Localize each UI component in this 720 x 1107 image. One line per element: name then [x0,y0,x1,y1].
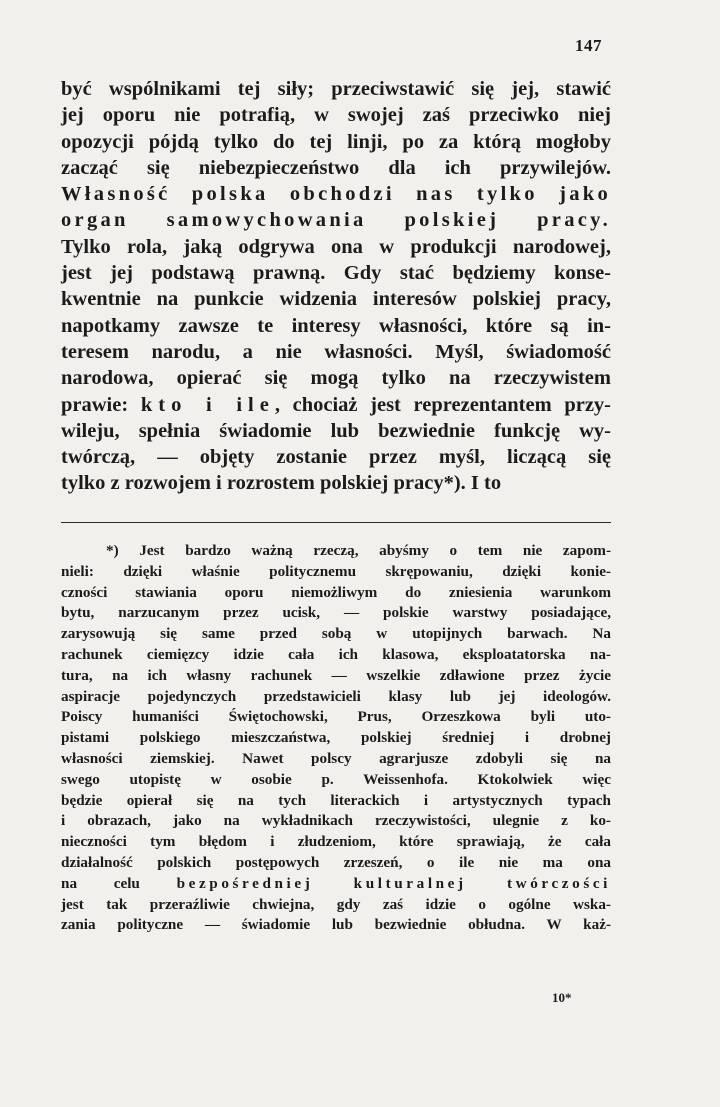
footnote-line-spaced [61,874,611,895]
spaced-text-line: organ samowychowania polskiej pracy. [61,209,611,232]
text-line: jej oporu nie potrafią, w swojej zaś przeciwko niej [61,104,611,127]
footnote-line: działalność polskich postępowych zrzeszeń, o ile nie ma ona [61,853,611,871]
text-line: opozycji pójdą tylko do tej linji, po za którą mogłoby [61,130,611,153]
footnote [61,541,611,936]
text-segment: na celu [61,874,177,892]
text-line: wileju, spełnia świadomie lub bezwiednie funkcję wy- [61,419,611,442]
footnote-line: swego utopistę w osobie p. Weissenhofa. Ktokolwiek więc [61,770,611,788]
text-line: twórczą, — objęty zostanie przez myśl, liczącą się [61,446,611,469]
footnote-line: tura, na ich własny rachunek — wszelkie zdławione przez życie [61,666,611,684]
footnote-line: czności stawiania oporu niemożliwym do zniesienia warunkom [61,583,611,601]
footnote-line: bytu, narzucanym przez ucisk, — polskie warstwy posiadające, [61,604,611,622]
spaced-phrase: bezpośredniej kulturalnej twórczości [176,874,611,892]
text-segment: prawie: [61,393,141,416]
text-line: Tylko rola, jaką odgrywa ona w produkcji narodowej, [61,235,611,258]
footnote-line: będzie opierał się na tych literackich i artystycznych typach [61,791,611,809]
main-text [61,76,611,497]
text-line: kwentnie na punkcie widzenia interesów polskiej pracy, [61,288,611,311]
footnote-line: aspiracje pojedynczych przedstawicieli klasy lub jej ideologów. [61,687,611,705]
text-line: teresem narodu, a nie własności. Myśl, świadomość [61,340,611,363]
text-line: napotkamy zawsze te interesy własności, które są in- [61,314,611,337]
text-line: być wspólnikami tej siły; przeciwstawić się jej, stawić [61,78,611,100]
footnote-line: własności ziemskiej. Nawet polscy agrarjusze zdobyli się na [61,749,611,767]
footnote-line: zarysowują się same przed sobą w utopijnych barwach. Na [61,625,611,643]
footnote-line: nieli: dzięki właśnie politycznemu skrępowaniu, dzięki konie- [61,562,611,580]
text-line: tylko z rozwojem i rozrostem polskiej pracy*). I to [61,472,502,495]
footnote-divider [61,522,611,523]
signature-mark: 10* [552,990,572,1005]
footnote-line: jest tak przeraźliwie chwiejna, gdy zaś idzie o ogólne wska- [61,895,611,913]
spaced-text-line: Własność polska obchodzi nas tylko jako [61,183,611,206]
footnote-line: nieczności tym błędom i złudzeniom, które sprawiają, że cała [61,833,611,851]
footnote-line: rachunek ciemięzcy idzie cała ich klasowa, eksploatatorska na- [61,645,611,663]
spaced-phrase: kto i ile [140,393,275,416]
footnote-line: *) Jest bardzo ważną rzeczą, abyśmy o tem nie zapom- [106,542,611,559]
text-line: zacząć się niebezpieczeństwo dla ich przywilejów. [61,156,611,179]
footnote-line: i obrazach, jako na wykładnikach rzeczywistości, ulegnie z ko- [61,812,611,830]
text-line: narodowa, opierać się mogą tylko na rzeczywistem [61,367,611,390]
footnote-line: zania polityczne — świadomie lub bezwiednie obłudna. W każ- [61,916,611,934]
text-line: jest jej podstawą prawną. Gdy stać będziemy konse- [61,262,611,285]
text-line-prawie [61,392,611,418]
text-segment: , chociaż jest reprezentantem przy- [274,393,612,416]
footnote-line: Poiscy humaniści Świętochowski, Prus, Orzeszkowa byli uto- [61,708,611,726]
footnote-line: pistami polskiego mieszczaństwa, polskiej średniej i drobnej [61,729,611,747]
page-number: 147 [575,36,602,55]
